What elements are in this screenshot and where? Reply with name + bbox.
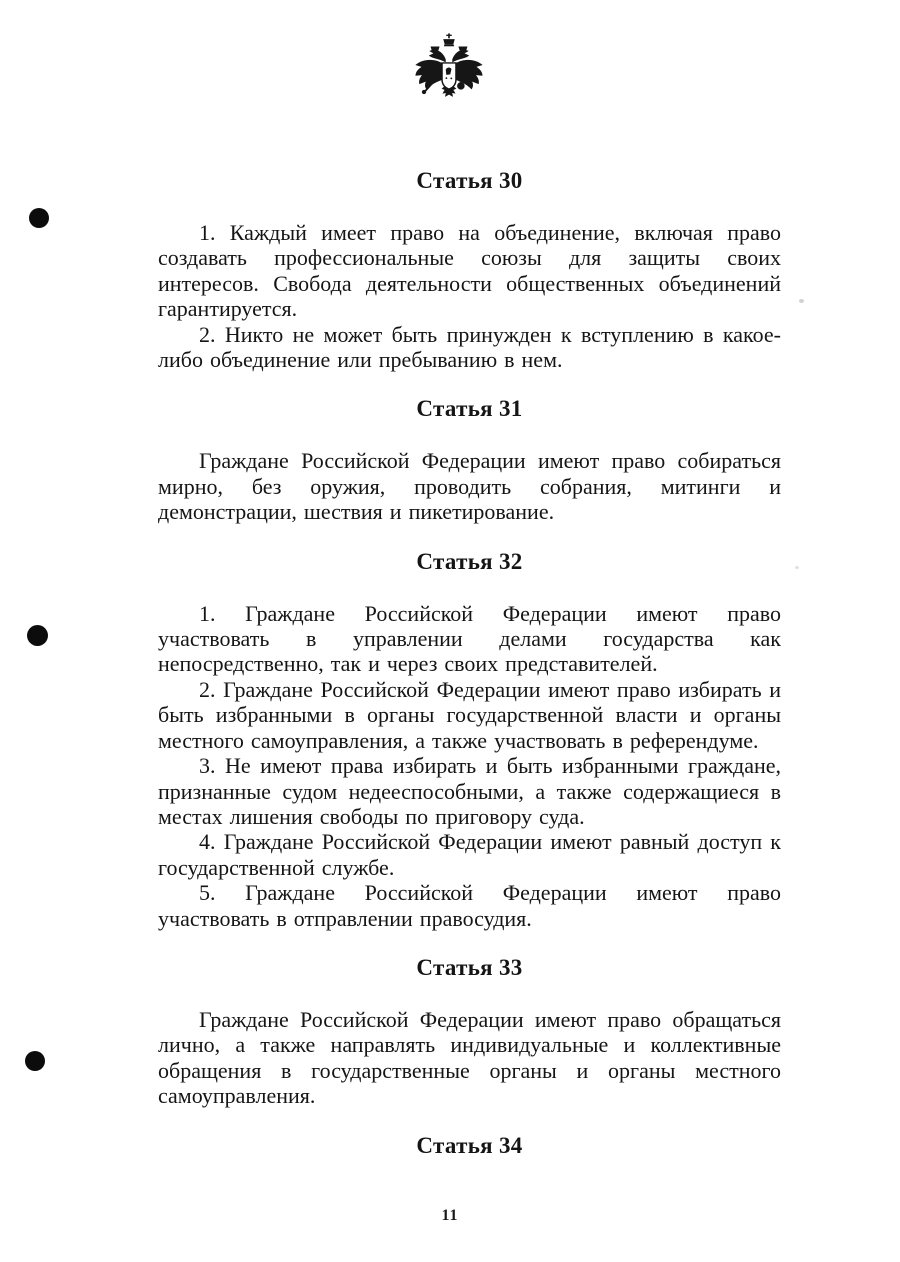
article-paragraph: 2. Граждане Российской Федерации имеют право избирать и быть избранными в органы государственной власти и органы местного самоуправления, а также участвовать в референдуме. bbox=[158, 676, 781, 753]
document-body bbox=[158, 0, 781, 1185]
article-34 bbox=[158, 1133, 781, 1159]
scan-speck bbox=[799, 299, 804, 303]
scan-speck bbox=[795, 566, 799, 569]
article-heading: Статья 33 bbox=[416, 954, 523, 980]
article-32 bbox=[158, 549, 781, 931]
article-paragraph: 1. Каждый имеет право на объединение, включая право создавать профессиональные союзы для защиты своих интересов. Свобода деятельности общественных объединений гарантируется. bbox=[158, 220, 781, 322]
article-paragraph: Граждане Российской Федерации имеют право обращаться лично, а также направлять индивидуальные и коллективные обращения в государственные органы и органы местного самоуправления. bbox=[158, 1006, 781, 1109]
article-31 bbox=[158, 396, 781, 524]
page-number: 11 bbox=[441, 1207, 459, 1224]
article-paragraph: 2. Никто не может быть принужден к вступлению в какое-либо объединение или пребыванию в нем. bbox=[158, 321, 781, 373]
article-paragraph: 4. Граждане Российской Федерации имеют равный доступ к государственной службе. bbox=[158, 829, 781, 880]
article-30 bbox=[158, 168, 781, 372]
hole-punch-mark bbox=[29, 208, 49, 228]
article-paragraph: 3. Не имеют права избирать и быть избранными граждане, признанные судом недееспособными, а также содержащиеся в местах лишения свободы по приговору суда. bbox=[158, 753, 781, 829]
article-paragraph: 5. Граждане Российской Федерации имеют право участвовать в отправлении правосудия. bbox=[158, 880, 781, 931]
article-paragraph: 1. Граждане Российской Федерации имеют право участвовать в управлении делами государства как непосредственно, так и через своих представителей. bbox=[158, 600, 781, 677]
article-heading: Статья 32 bbox=[416, 548, 523, 574]
hole-punch-mark bbox=[25, 1051, 45, 1071]
article-heading: Статья 30 bbox=[416, 168, 523, 193]
article-heading: Статья 31 bbox=[416, 396, 523, 422]
article-33 bbox=[158, 955, 781, 1109]
article-heading: Статья 34 bbox=[416, 1132, 523, 1158]
article-paragraph: Граждане Российской Федерации имеют право собираться мирно, без оружия, проводить собрания, митинги и демонстрации, шествия и пикетирование. bbox=[158, 448, 781, 525]
hole-punch-mark bbox=[27, 625, 48, 646]
